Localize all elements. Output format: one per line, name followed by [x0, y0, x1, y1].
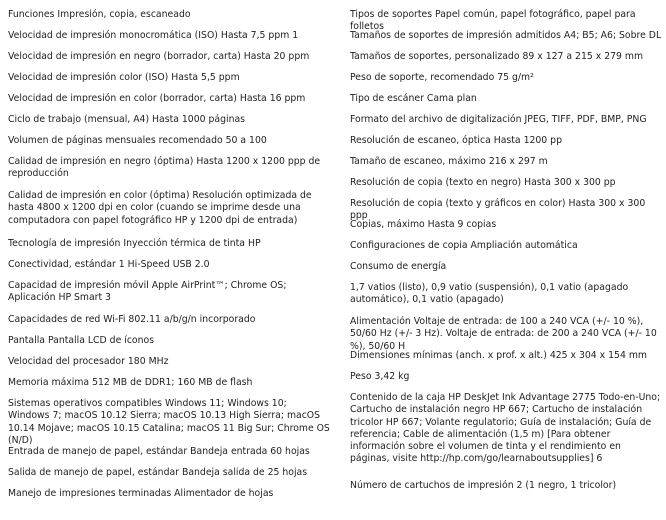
spec-media-sizes: Tamaños de soportes de impresión admitidos A4; B5; A6; Sobre DL: [350, 30, 662, 41]
spec-cartridge-count: Número de cartuchos de impresión 2 (1 negro, 1 tricolor): [350, 480, 617, 491]
spec-mono-print-speed-iso: Velocidad de impresión monocromática (ISO) Hasta 7,5 ppm 1: [8, 30, 299, 41]
spec-max-copies: Copias, máximo Hasta 9 copias: [350, 219, 497, 230]
spec-paper-output: Salida de manejo de papel, estándar Bandeja salida de 25 hojas: [8, 467, 308, 478]
spec-copy-res-color: Resolución de copia (texto y gráficos en color) Hasta 300 x 300 ppp: [350, 198, 646, 222]
spec-memory: Memoria máxima 512 MB de DDR1; 160 MB de flash: [8, 377, 253, 388]
spec-scan-resolution: Resolución de escaneo, óptica Hasta 1200 pp: [350, 135, 562, 146]
spec-color-draft-speed: Velocidad de impresión en color (borrador, carta) Hasta 16 ppm: [8, 93, 306, 104]
spec-black-draft-speed: Velocidad de impresión en negro (borrador, carta) Hasta 20 ppm: [8, 51, 310, 62]
spec-dimensions: Dimensiones mínimas (anch. x prof. x alt.) 425 x 304 x 154 mm: [350, 350, 647, 361]
spec-power-values: 1,7 vatios (listo), 0,9 vatio (suspensión), 0,1 vatio (apagado automático), 0,1 vatio (apagado): [350, 282, 629, 306]
spec-operating-systems: Sistemas operativos compatibles Windows 11; Windows 10; Windows 7; macOS 10.12 Sierra; macOS 10.13 High Sierra; macOS 10.14 Mojave; macOS 10.15 Catalina; macOS 11 Big Sur; Chrome OS (N/D): [8, 398, 330, 446]
spec-media-weight: Peso de soporte, recomendado 75 g/m²: [350, 72, 534, 83]
spec-connectivity: Conectividad, estándar 1 Hi-Speed USB 2.0: [8, 259, 210, 270]
spec-copy-res-black: Resolución de copia (texto en negro) Hasta 300 x 300 pp: [350, 177, 616, 188]
spec-custom-media-sizes: Tamaños de soportes, personalizado 89 x 127 a 215 x 279 mm: [350, 51, 644, 62]
spec-network: Capacidades de red Wi-Fi 802.11 a/b/g/n incorporado: [8, 314, 256, 325]
spec-scanner-type: Tipo de escáner Cama plan: [350, 93, 477, 104]
spec-power-consumption: Consumo de energía: [350, 261, 447, 272]
spec-processor-speed: Velocidad del procesador 180 MHz: [8, 356, 169, 367]
spec-weight: Peso 3,42 kg: [350, 371, 410, 382]
spec-color-print-speed-iso: Velocidad de impresión color (ISO) Hasta 5,5 ppm: [8, 72, 240, 83]
spec-scan-file-format: Formato del archivo de digitalización JPEG, TIFF, PDF, BMP, PNG: [350, 114, 647, 125]
spec-functions: Funciones Impresión, copia, escaneado: [8, 9, 191, 20]
spec-black-print-quality: Calidad de impresión en negro (óptima) Hasta 1200 x 1200 ppp de reproducción: [8, 156, 321, 180]
spec-color-print-quality: Calidad de impresión en color (óptima) Resolución optimizada de hasta 4800 x 1200 dpi en color (cuando se imprime desde una computadora con papel fotográfico HP y 1200 dpi de entrada): [8, 190, 312, 226]
spec-paper-input: Entrada de manejo de papel, estándar Bandeja entrada 60 hojas: [8, 446, 310, 457]
spec-finished-output: Manejo de impresiones terminadas Alimentador de hojas: [8, 488, 274, 499]
spec-print-technology: Tecnología de impresión Inyección térmica de tinta HP: [8, 238, 261, 249]
spec-media-types: Tipos de soportes Papel común, papel fotográfico, papel para folletos: [350, 9, 636, 33]
spec-power-supply: Alimentación Voltaje de entrada: de 100 a 240 VCA (+/- 10 %), 50/60 Hz (+/- 3 Hz). Voltaje de entrada: de 200 a 240 VCA (+/- 10 %), 50/60 H: [350, 316, 657, 352]
spec-monthly-volume: Volumen de páginas mensuales recomendado 50 a 100: [8, 135, 267, 146]
spec-scan-size: Tamaño de escaneo, máximo 216 x 297 m: [350, 156, 548, 167]
spec-mobile-printing: Capacidad de impresión móvil Apple AirPrint™; Chrome OS; Aplicación HP Smart 3: [8, 280, 287, 304]
spec-box-contents: Contenido de la caja HP DeskJet Ink Advantage 2775 Todo-en-Uno; Cartucho de instalación negro HP 667; Cartucho de instalación tricolor HP 667; Volante regulatorio; Guía de instalación; Guía de referencia; Cable de alimentación (1,5 m) [Para obtener información sobre el volumen de tinta y el rendimiento en páginas, visite http://hp.com/go/learnaboutsupplies] 6: [350, 392, 661, 465]
spec-copy-settings: Configuraciones de copia Ampliación automática: [350, 240, 578, 251]
spec-display: Pantalla Pantalla LCD de íconos: [8, 335, 155, 346]
spec-duty-cycle: Ciclo de trabajo (mensual, A4) Hasta 1000 páginas: [8, 114, 246, 125]
